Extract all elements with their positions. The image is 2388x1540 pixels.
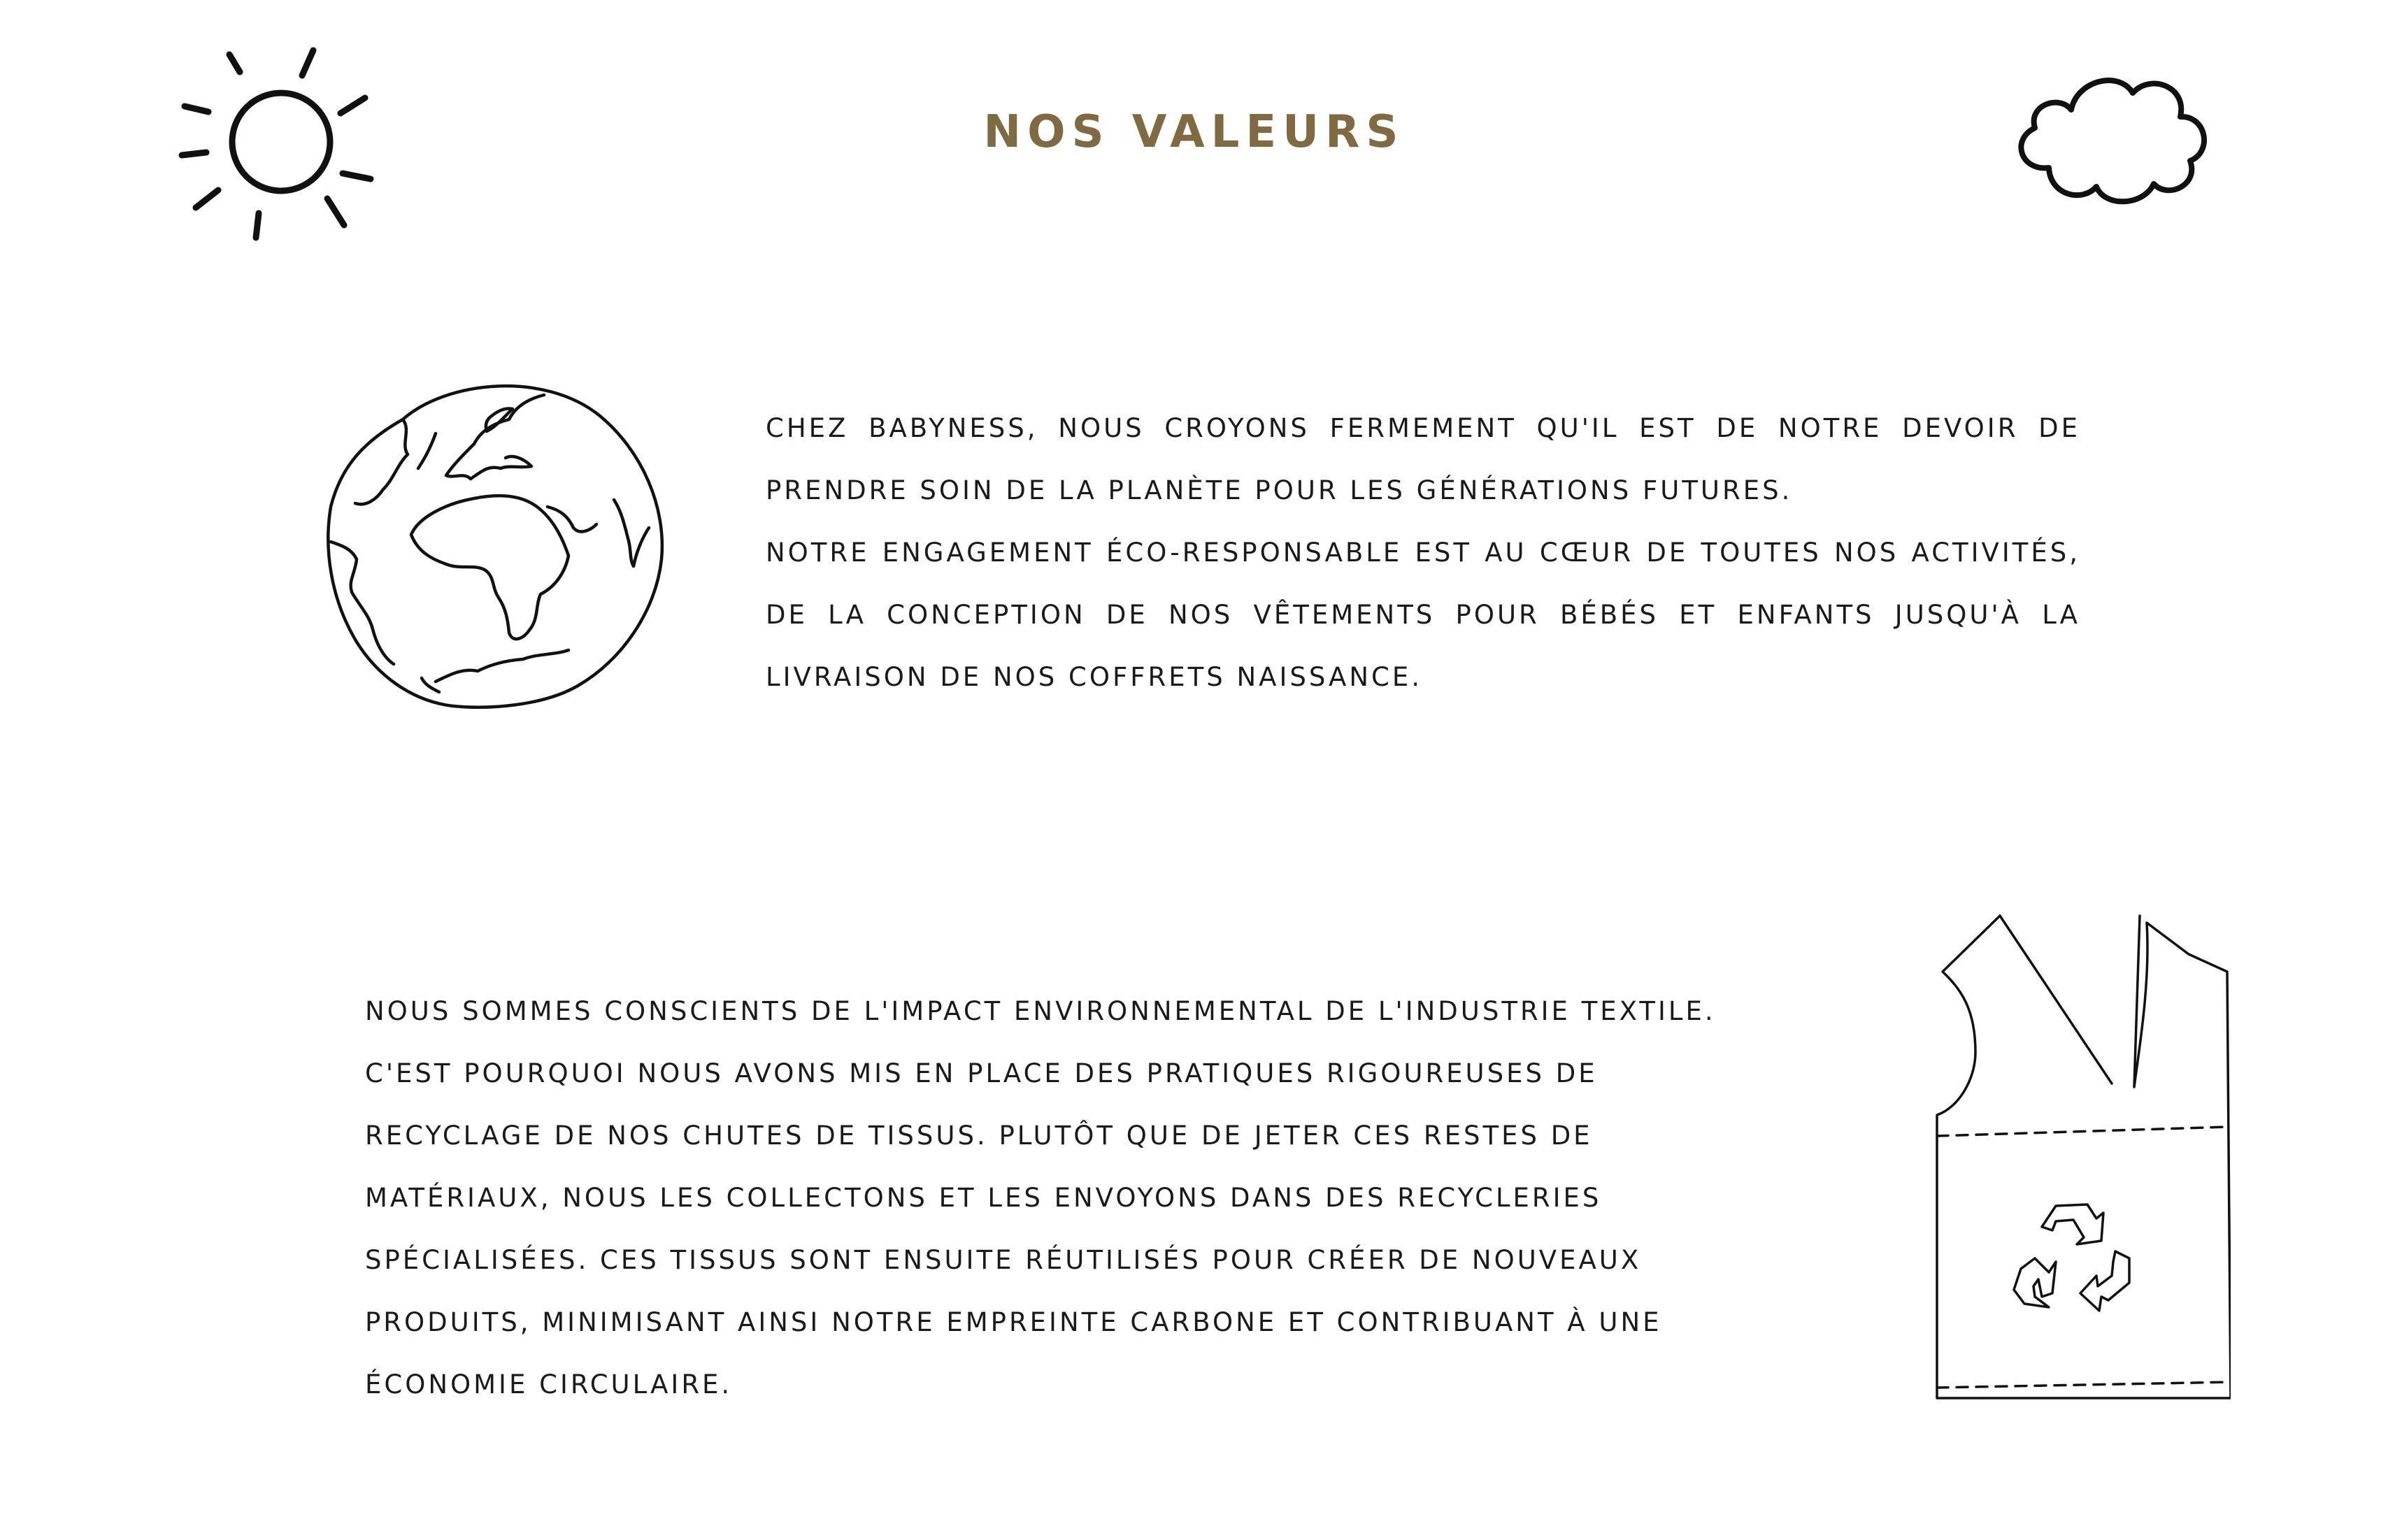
- earth-globe-icon: [313, 367, 677, 717]
- cloud-icon: [2007, 66, 2217, 213]
- planet-text-block: [766, 397, 2080, 708]
- recycling-paragraph: NOUS SOMMES CONSCIENTS DE L'IMPACT ENVIRONNEMENTAL DE L'INDUSTRIE TEXTILE. C'EST POURQUOI NOUS AVONS MIS EN PLACE DES PRATIQUES RIGOUREUSES DE RECYCLAGE DE NOS CHUTES DE TISSUS. PLUTÔT QUE DE JETER CES RESTES DE MATÉRIAUX, NOUS LES COLLECTONS ET LES ENVOYONS DANS DES RECYCLERIES SPÉCIALISÉES. CES TISSUS SONT ENSUITE RÉUTILISÉS POUR CRÉER DE NOUVEAUX PRODUITS, MINIMISANT AINSI NOTRE EMPREINTE CARBONE ET CONTRIBUANT À UNE ÉCONOMIE CIRCULAIRE.: [365, 996, 1716, 1399]
- page-title: NOS VALEURS: [983, 106, 1405, 158]
- garment-recycle-icon: [1909, 905, 2231, 1412]
- recycling-text-block: [365, 980, 1764, 1416]
- planet-paragraph-1: CHEZ BABYNESS, NOUS CROYONS FERMEMENT QU'IL EST DE NOTRE DEVOIR DE PRENDRE SOIN DE LA PLANÈTE POUR LES GÉNÉRATIONS FUTURES.: [766, 413, 2080, 505]
- recycle-symbol: [2014, 1204, 2129, 1311]
- planet-paragraph-2: NOTRE ENGAGEMENT ÉCO-RESPONSABLE EST AU CŒUR DE TOUTES NOS ACTIVITÉS, DE LA CONCEPTION DE NOS VÊTEMENTS POUR BÉBÉS ET ENFANTS JUSQU'À LA LIVRAISON DE NOS COFFRETS NAISSANCE.: [766, 538, 2080, 692]
